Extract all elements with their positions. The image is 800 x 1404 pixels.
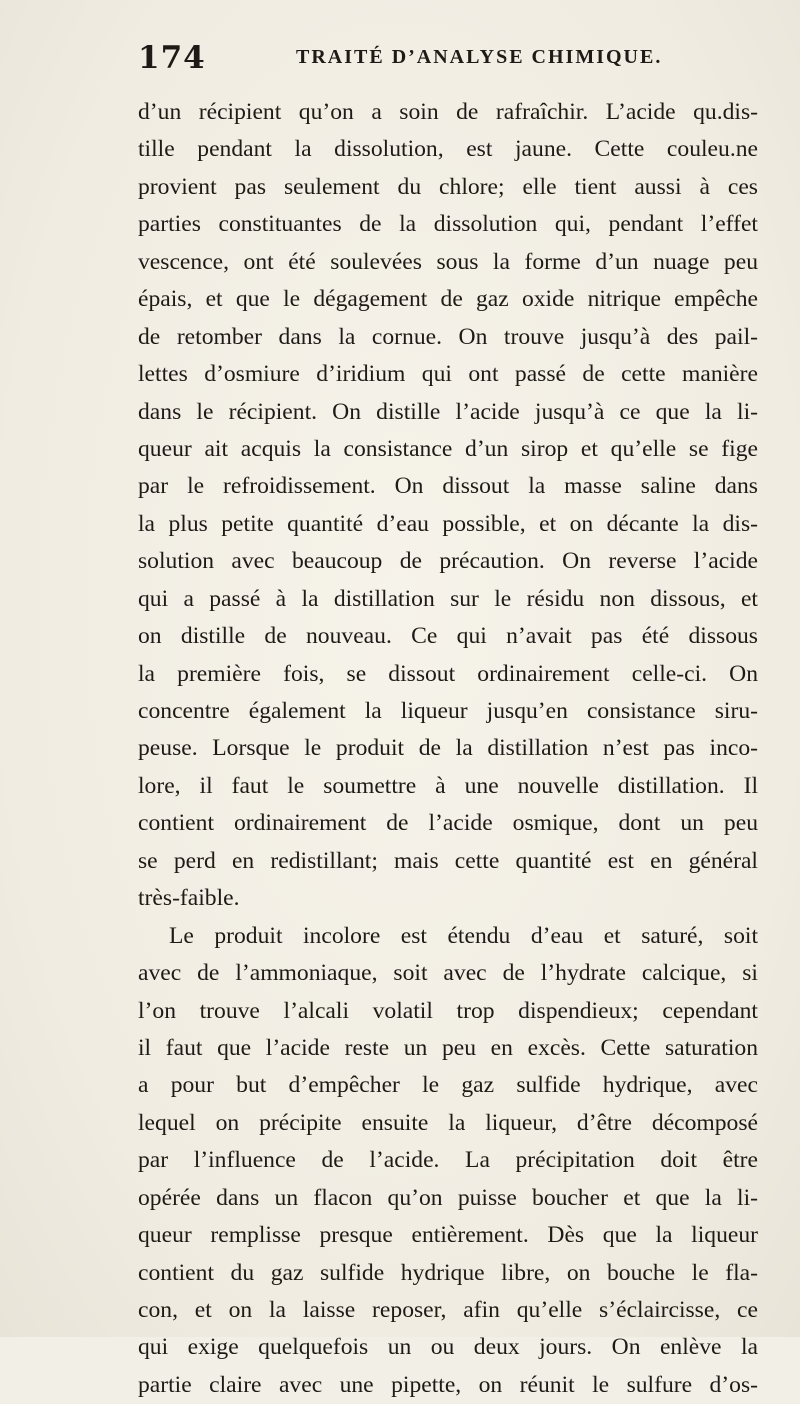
page-number: 174 xyxy=(138,40,206,76)
text-line: par l’influence de l’acide. La précipitation doit être xyxy=(138,1147,758,1174)
text-line: de retomber dans la cornue. On trouve jusqu’à des pail- xyxy=(138,323,758,350)
text-line: lequel on précipite ensuite la liqueur, d’être décomposé xyxy=(138,1109,758,1136)
text-line: lore, il faut le soumettre à une nouvelle distillation. Il xyxy=(138,772,758,799)
text-line: solution avec beaucoup de précaution. On reverse l’acide xyxy=(138,548,758,575)
text-line: contient ordinairement de l’acide osmique, dont un peu xyxy=(138,810,758,837)
text-line: lettes d’osmiure d’iridium qui ont passé de cette manière xyxy=(138,361,758,388)
text-line: tille pendant la dissolution, est jaune. Cette couleu.ne xyxy=(138,136,758,163)
text-line: peuse. Lorsque le produit de la distillation n’est pas inco- xyxy=(138,735,758,762)
paragraph-start-line: Le produit incolore est étendu d’eau et saturé, soit xyxy=(169,922,758,949)
text-line: contient du gaz sulfide hydrique libre, on bouche le fla- xyxy=(138,1259,758,1286)
text-line: opérée dans un flacon qu’on puisse boucher et que la li- xyxy=(138,1184,758,1211)
text-line: la plus petite quantité d’eau possible, et on décante la dis- xyxy=(138,510,758,537)
text-line: se perd en redistillant; mais cette quantité est en général xyxy=(138,847,758,874)
running-title: TRAITÉ D’ANALYSE CHIMIQUE. xyxy=(296,46,663,68)
text-line: épais, et que le dégagement de gaz oxide nitrique empêche xyxy=(138,286,758,313)
text-line: qui a passé à la distillation sur le résidu non dissous, et xyxy=(138,585,758,612)
text-line: parties constituantes de la dissolution qui, pendant l’effet xyxy=(138,211,758,238)
body-text xyxy=(138,94,758,1404)
text-line: par le refroidissement. On dissout la masse saline dans xyxy=(138,473,758,500)
text-line: avec de l’ammoniaque, soit avec de l’hydrate calcique, si xyxy=(138,960,758,987)
text-line: il faut que l’acide reste un peu en excès. Cette saturation xyxy=(138,1034,758,1061)
text-line: provient pas seulement du chlore; elle tient aussi à ces xyxy=(138,173,758,200)
paragraph-end-line: très-faible. xyxy=(138,885,240,912)
text-line: a pour but d’empêcher le gaz sulfide hydrique, avec xyxy=(138,1072,758,1099)
text-line: qui exige quelquefois un ou deux jours. On enlève la xyxy=(138,1334,758,1361)
text-line: queur ait acquis la consistance d’un sirop et qu’elle se fige xyxy=(138,435,758,462)
text-line: vescence, ont été soulevées sous la forme d’un nuage peu xyxy=(138,248,758,275)
text-line: dans le récipient. On distille l’acide jusqu’à ce que la li- xyxy=(138,398,758,425)
text-line: partie claire avec une pipette, on réunit le sulfure d’os- xyxy=(138,1371,758,1398)
text-line: concentre également la liqueur jusqu’en consistance siru- xyxy=(138,698,758,724)
text-line: la première fois, se dissout ordinairement celle-ci. On xyxy=(138,660,758,687)
text-line: l’on trouve l’alcali volatil trop dispendieux; cependant xyxy=(138,997,758,1024)
text-line: on distille de nouveau. Ce qui n’avait pas été dissous xyxy=(138,623,758,650)
page-header xyxy=(138,40,738,80)
text-line: d’un récipient qu’on a soin de rafraîchir. L’acide qu.dis- xyxy=(138,99,758,125)
text-line: con, et on la laisse reposer, afin qu’elle s’éclaircisse, ce xyxy=(138,1297,758,1323)
text-line: queur remplisse presque entièrement. Dès que la liqueur xyxy=(138,1222,758,1249)
